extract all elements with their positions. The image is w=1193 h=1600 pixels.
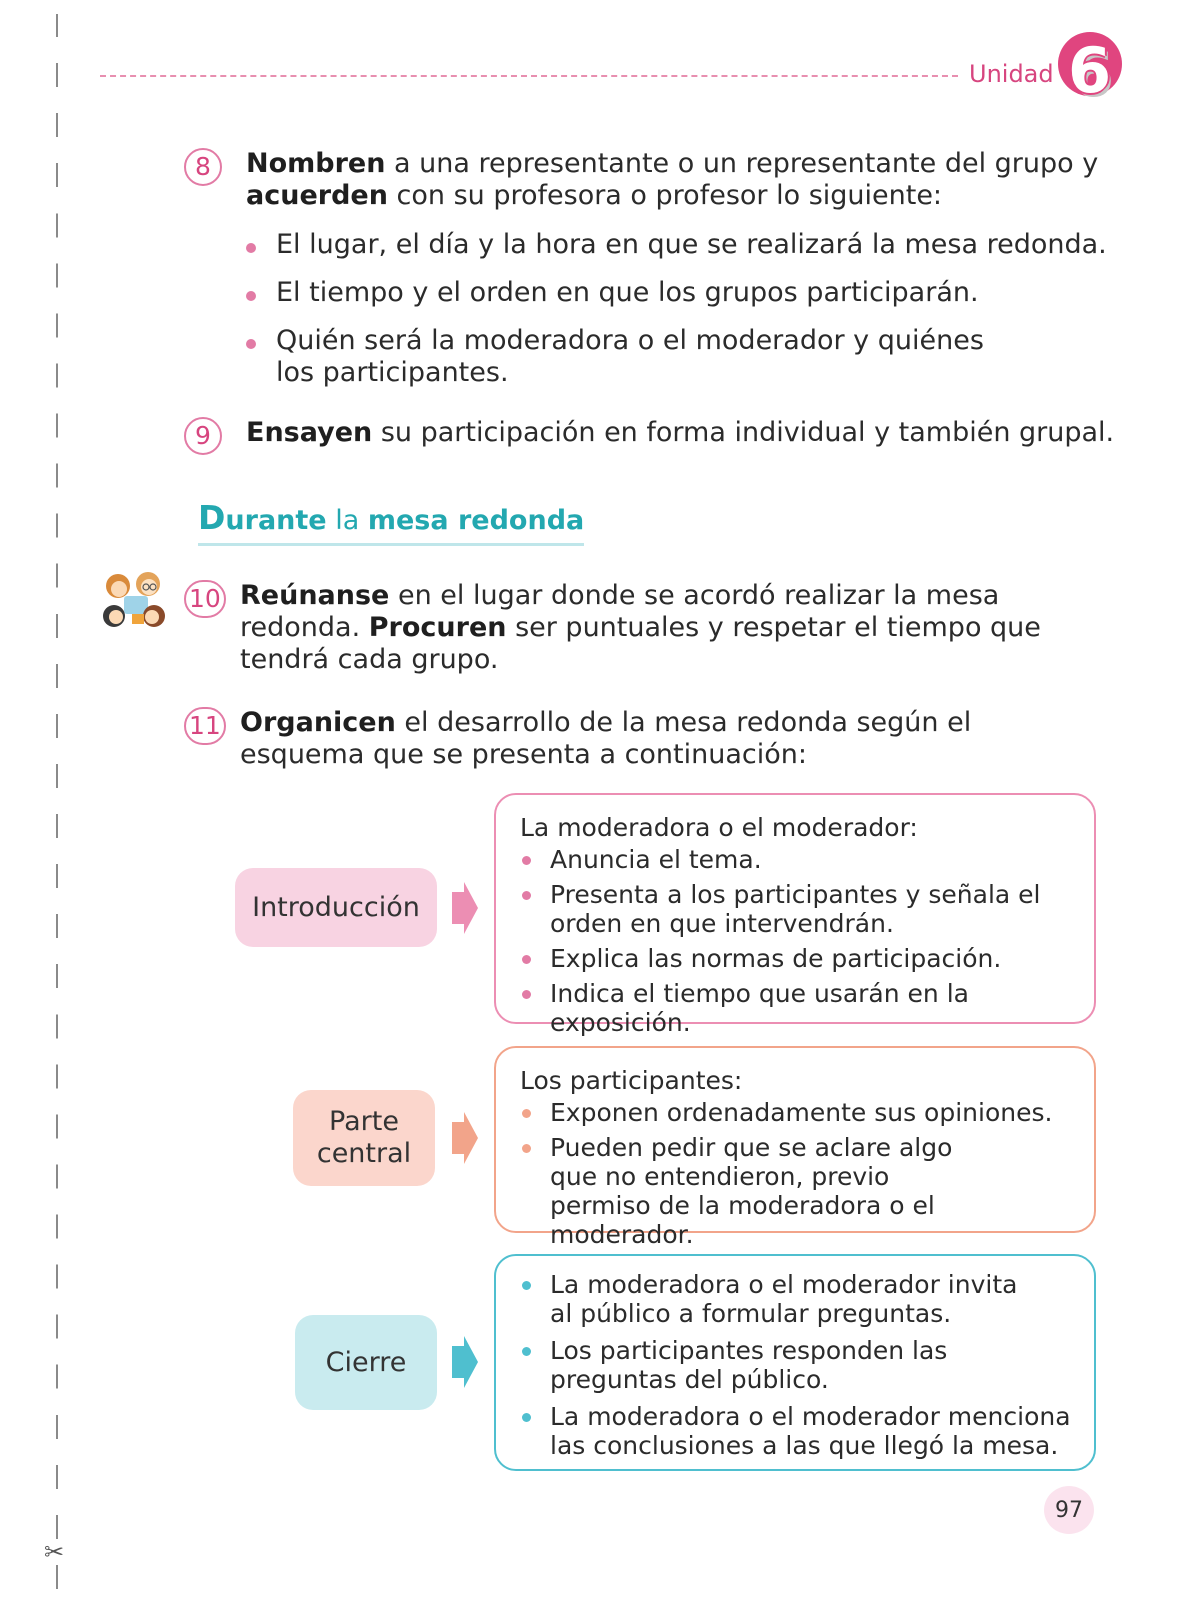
- unit-number: 6: [1068, 34, 1112, 107]
- stage-cierre: [295, 1315, 437, 1410]
- list-item: Pueden pedir que se aclare algo que no entendieron, previo permiso de la moderadora o el moderador.: [520, 1133, 990, 1249]
- list-item: Explica las normas de participación.: [520, 944, 1082, 973]
- panel-list: [520, 1270, 1082, 1460]
- panel-heading: La moderadora o el moderador:: [520, 813, 918, 842]
- unit-label: Unidad: [969, 60, 1054, 88]
- stage-introduccion: [235, 868, 437, 947]
- cut-line: [56, 14, 58, 1592]
- panel-parte-central: [494, 1046, 1096, 1249]
- section-title: Durante la mesa redonda: [198, 498, 584, 546]
- list-item: Presenta a los participantes y señala el orden en que intervendrán.: [520, 880, 1082, 938]
- list-item: Quién será la moderadora o el moderador y quiénes los participantes.: [246, 325, 1016, 389]
- list-item: El tiempo y el orden en que los grupos participarán.: [246, 277, 1126, 309]
- panel-introduccion: [494, 793, 1096, 1037]
- header-divider: [100, 75, 958, 77]
- stage-label: Cierre: [325, 1346, 407, 1378]
- step-text: Ensayen su participación en forma individual y también grupal.: [246, 417, 1115, 448]
- arrow-right-icon: [452, 1336, 478, 1388]
- panel-heading: Los participantes:: [520, 1066, 743, 1095]
- list-item: Los participantes responden las preguntas del público.: [520, 1336, 1070, 1394]
- scissors-icon: ✂: [44, 1538, 65, 1566]
- children-group-icon: [102, 570, 168, 632]
- stage-parte-central: [293, 1090, 435, 1186]
- stage-label: central: [316, 1138, 412, 1169]
- list-item: La moderadora o el moderador invita al público a formular preguntas.: [520, 1270, 1040, 1328]
- step-number: 8: [184, 148, 222, 186]
- step-text: Reúnanse en el lugar donde se acordó realizar la mesa redonda. Procuren ser puntuales y respetar el tiempo que tendrá cada grupo.: [240, 580, 1041, 675]
- step-number: 11: [184, 707, 226, 745]
- list-item: Indica el tiempo que usarán en la exposición.: [520, 979, 1082, 1037]
- arrow-right-icon: [452, 1112, 478, 1164]
- step-text: Organicen el desarrollo de la mesa redonda según el esquema que se presenta a continuación:: [240, 707, 972, 770]
- stage-label: Introducción: [252, 891, 420, 923]
- list-item: Anuncia el tema.: [520, 845, 1082, 874]
- panel-cierre: [494, 1254, 1096, 1471]
- step-text: Nombren a una representante o un representante del grupo y acuerden con su profesora o profesor lo siguiente:: [246, 148, 1099, 211]
- page-number: 97: [1044, 1486, 1094, 1534]
- step-number: 9: [184, 417, 222, 455]
- stage-label: Parte: [329, 1106, 399, 1137]
- list-item: Exponen ordenadamente sus opiniones.: [520, 1098, 1082, 1127]
- arrow-right-icon: [452, 882, 478, 934]
- panel-list: [520, 845, 1082, 1037]
- panel-list: [520, 1098, 1082, 1249]
- list-item: El lugar, el día y la hora en que se realizará la mesa redonda.: [246, 229, 1126, 261]
- step-8-bullet-list: [246, 229, 1126, 389]
- list-item: La moderadora o el moderador menciona las conclusiones a las que llegó la mesa.: [520, 1402, 1090, 1460]
- step-number: 10: [184, 580, 226, 618]
